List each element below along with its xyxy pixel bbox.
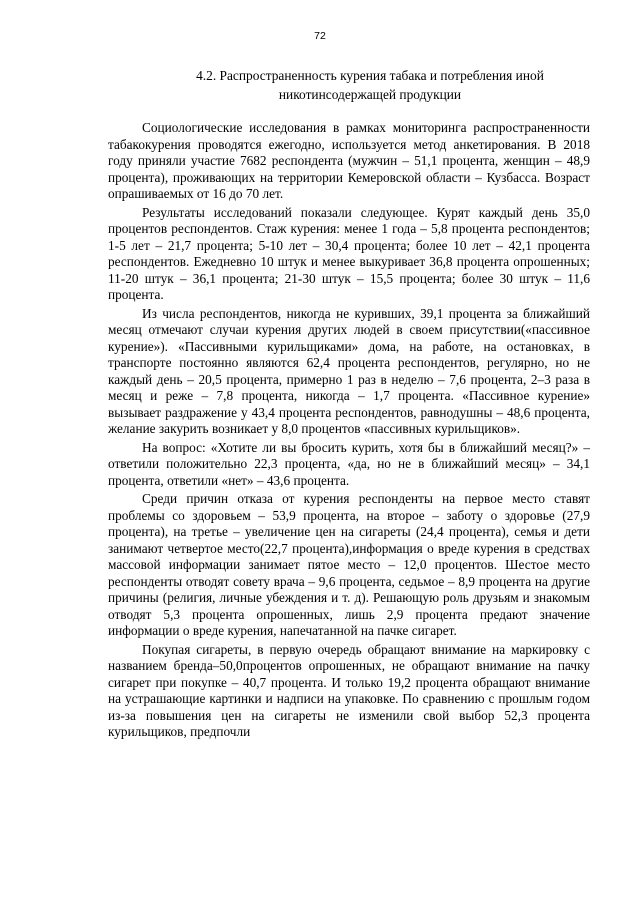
body-text [108, 120, 590, 743]
paragraph: Результаты исследований показали следующее. Курят каждый день 35,0 процентов респондентов. Стаж курения: менее 1 года – 5,8 процента респондентов; 1-5 лет – 21,7 процента; 5-10 лет – 30,4 процента; более 10 лет – 42,1 процента респондентов. Ежедневно 10 штук и менее выкуривает 36,8 процента опрошенных; 11-20 штук – 36,1 процента; 21-30 штук – 15,5 процента; более 30 штук – 11,6 процента. [108, 204, 590, 302]
paragraph: Социологические исследования в рамках мониторинга распространенности табакокурения проводятся ежегодно, используется метод анкетирования. В 2018 году приняли участие 7682 респондента (мужчин – 51,1 процента, женщин – 48,9 процента), проживающих на территории Кемеровской области – Кузбасса. Возраст опрашиваемых от 16 до 70 лет. [108, 120, 590, 201]
paragraph: Среди причин отказа от курения респонденты на первое место ставят проблемы со здоровьем – 53,9 процента, на второе – заботу о здоровье (27,9 процента), на третье – увеличение цен на сигареты (24,4 процента), семья и дети занимают четвертое место(22,7 процента),информация о вреде курения в средствах массовой информации занимает пятое место – 12,0 процентов. Шестое место респонденты отводят совету врача – 9,6 процента, седьмое – 8,9 процента на другие причины (религия, личные убеждения и т. д). Решающую роль друзьям и знакомым отводят 5,3 процента опрошенных, лишь 2,9 процента предают значение информации о вреде курения, напечатанной на пачке сигарет. [108, 491, 590, 638]
section-heading: 4.2. Распространенность курения табака и потребления иной никотинсодержащей продукции [196, 68, 544, 102]
paragraph: Покупая сигареты, в первую очередь обращают внимание на маркировку с названием бренда–50,0процентов опрошенных, не обращают внимание на пачку сигарет при покупке – 40,7 процента. И только 19,2 процента обращают внимание на устрашающие картинки и надписи на упаковке. По сравнению с прошлым годом из-за повышения цен на сигареты не изменили свой выбор 52,3 процента курильщиков, предпочли [108, 641, 590, 739]
paragraph: На вопрос: «Хотите ли вы бросить курить, хотя бы в ближайший месяц?» – ответили положительно 22,3 процента, «да, но не в ближайший месяц» – 34,1 процента, ответили «нет» – 43,6 процента. [108, 439, 590, 488]
paragraph: Из числа респондентов, никогда не куривших, 39,1 процента за ближайший месяц отмечают случаи курения других людей в своем присутствии(«пассивное курение»). «Пассивными курильщиками» дома, на работе, на остановках, в транспорте постоянно являются 62,4 процента респондентов, регулярно, но не каждый день – 20,5 процента, примерно 1 раз в неделю – 7,6 процента, 2–3 раза в месяц и реже – 7,8 процента, никогда – 1,7 процента. «Пассивное курение» вызывает раздражение у 43,4 процента респондентов, равнодушны – 48,6 процента, желание закурить возникает у 8,0 процентов «пассивных курильщиков». [108, 305, 590, 436]
page-number: 72 [314, 30, 326, 42]
